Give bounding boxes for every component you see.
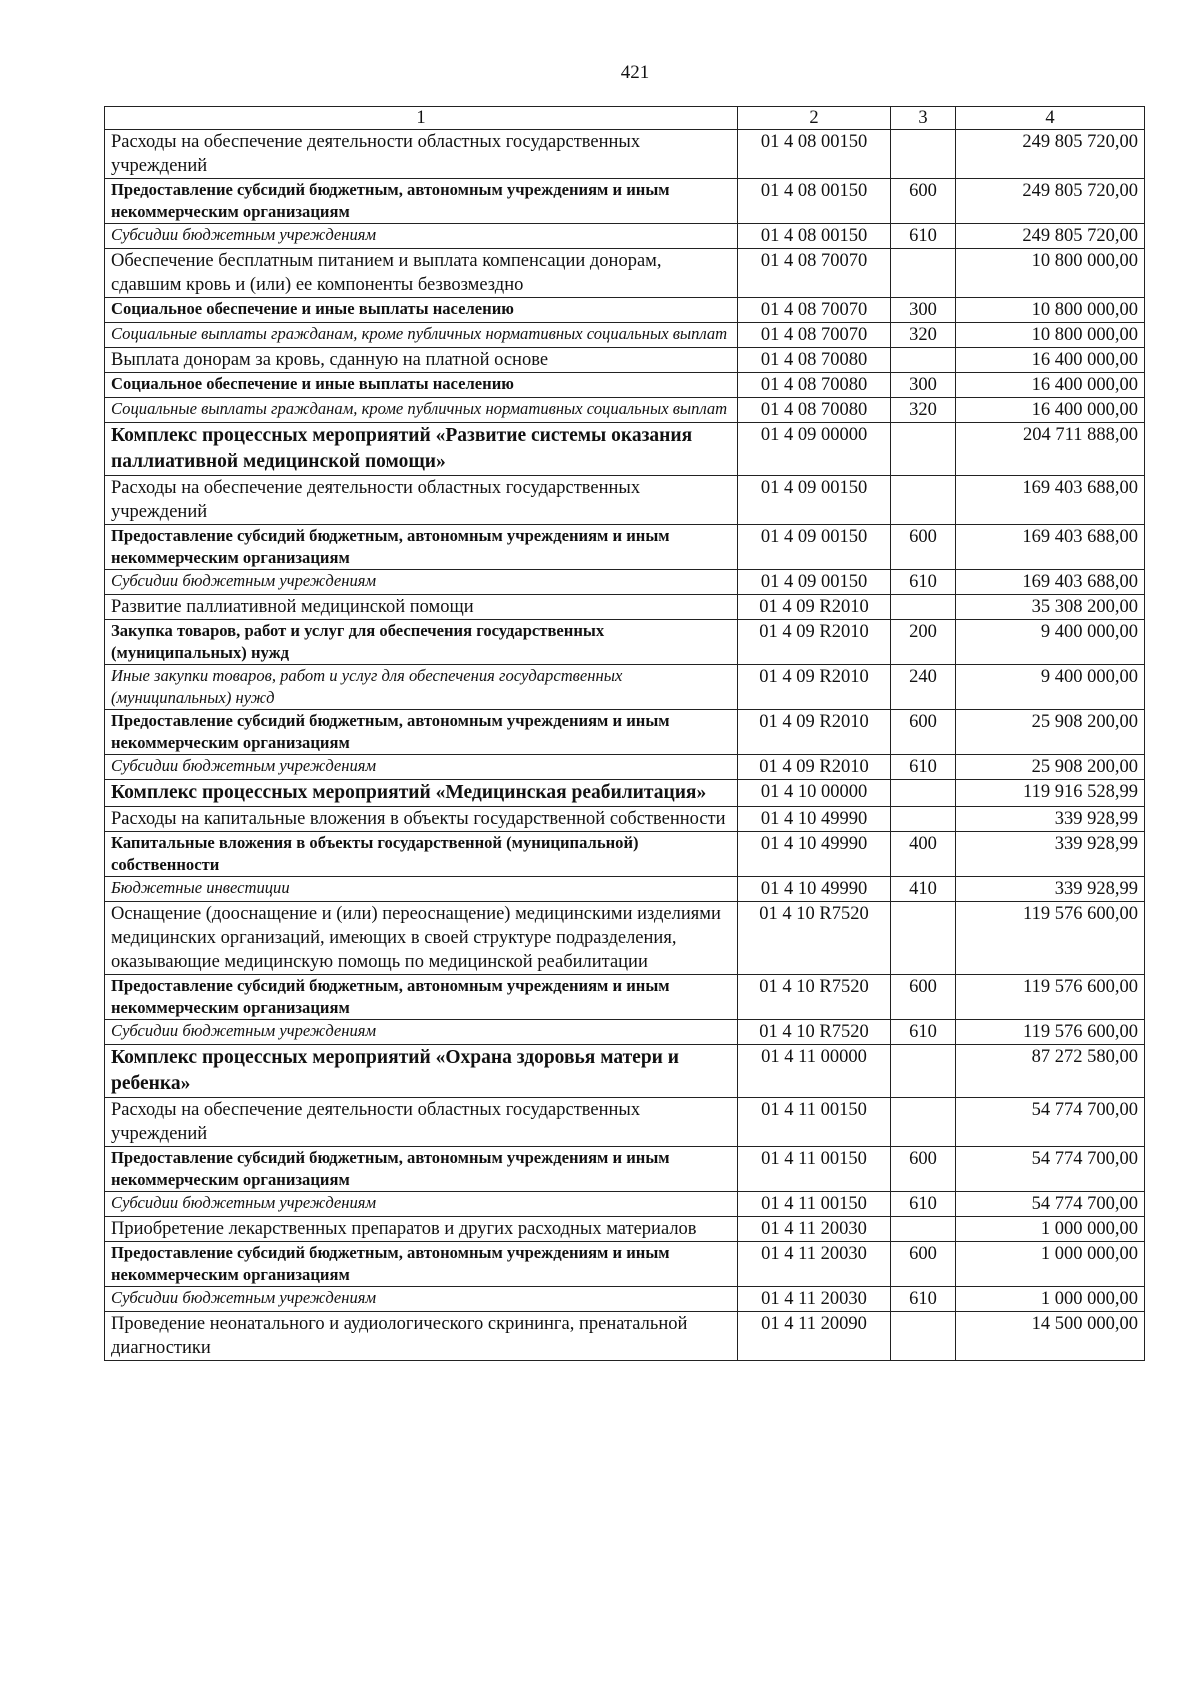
row-name-cell: Капитальные вложения в объекты государственной (муниципальной) собственности: [105, 832, 738, 877]
table-row: [105, 620, 1145, 665]
row-code-cell: 01 4 08 70070: [738, 298, 891, 323]
table-row: [105, 373, 1145, 398]
row-expense-type-cell: [891, 476, 956, 525]
row-code-cell: 01 4 09 00150: [738, 570, 891, 595]
row-amount-cell: 1 000 000,00: [956, 1217, 1145, 1242]
row-amount-cell: 35 308 200,00: [956, 595, 1145, 620]
row-expense-type-cell: 600: [891, 975, 956, 1020]
table-row: [105, 807, 1145, 832]
row-name-cell: Комплекс процессных мероприятий «Развитие системы оказания паллиативной медицинской помощи»: [105, 423, 738, 476]
row-amount-cell: 119 576 600,00: [956, 902, 1145, 975]
row-amount-cell: 9 400 000,00: [956, 620, 1145, 665]
row-name-cell: Расходы на обеспечение деятельности областных государственных учреждений: [105, 1098, 738, 1147]
row-expense-type-cell: 410: [891, 877, 956, 902]
row-code-cell: 01 4 10 R7520: [738, 1020, 891, 1045]
row-expense-type-cell: 200: [891, 620, 956, 665]
row-code-cell: 01 4 08 70070: [738, 249, 891, 298]
row-name-cell: Обеспечение бесплатным питанием и выплата компенсации донорам, сдавшим кровь и (или) ее компоненты безвозмездно: [105, 249, 738, 298]
row-code-cell: 01 4 08 70080: [738, 373, 891, 398]
table-row: [105, 755, 1145, 780]
row-code-cell: 01 4 10 49990: [738, 807, 891, 832]
row-name-cell: Предоставление субсидий бюджетным, автономным учреждениям и иным некоммерческим организациям: [105, 975, 738, 1020]
row-name-cell: Выплата донорам за кровь, сданную на платной основе: [105, 348, 738, 373]
row-amount-cell: 1 000 000,00: [956, 1242, 1145, 1287]
row-name-cell: Развитие паллиативной медицинской помощи: [105, 595, 738, 620]
row-name-cell: Комплекс процессных мероприятий «Охрана здоровья матери и ребенка»: [105, 1045, 738, 1098]
row-name-cell: Субсидии бюджетным учреждениям: [105, 755, 738, 780]
table-row: [105, 1192, 1145, 1217]
row-amount-cell: 10 800 000,00: [956, 298, 1145, 323]
row-name-cell: Предоставление субсидий бюджетным, автономным учреждениям и иным некоммерческим организациям: [105, 525, 738, 570]
row-name-cell: Комплекс процессных мероприятий «Медицинская реабилитация»: [105, 780, 738, 807]
row-code-cell: 01 4 11 00150: [738, 1192, 891, 1217]
row-expense-type-cell: 600: [891, 525, 956, 570]
row-name-cell: Расходы на обеспечение деятельности областных государственных учреждений: [105, 476, 738, 525]
row-code-cell: 01 4 11 20030: [738, 1287, 891, 1312]
row-expense-type-cell: [891, 1312, 956, 1361]
row-amount-cell: 25 908 200,00: [956, 755, 1145, 780]
row-amount-cell: 119 576 600,00: [956, 975, 1145, 1020]
row-expense-type-cell: 600: [891, 179, 956, 224]
table-row: [105, 348, 1145, 373]
row-code-cell: 01 4 10 R7520: [738, 975, 891, 1020]
row-expense-type-cell: 240: [891, 665, 956, 710]
row-name-cell: Оснащение (дооснащение и (или) переоснащение) медицинскими изделиями медицинских организаций, имеющих в своей структуре подразделения, оказывающие медицинскую помощь по медицинской реабилитации: [105, 902, 738, 975]
row-name-cell: Расходы на капитальные вложения в объекты государственной собственности: [105, 807, 738, 832]
row-amount-cell: 249 805 720,00: [956, 179, 1145, 224]
row-code-cell: 01 4 09 R2010: [738, 595, 891, 620]
table-row: [105, 130, 1145, 179]
header-col-3: 3: [891, 107, 956, 130]
row-amount-cell: 10 800 000,00: [956, 249, 1145, 298]
row-amount-cell: 54 774 700,00: [956, 1192, 1145, 1217]
table-row: [105, 1045, 1145, 1098]
row-expense-type-cell: [891, 902, 956, 975]
table-row: [105, 595, 1145, 620]
row-expense-type-cell: 600: [891, 710, 956, 755]
table-row: [105, 249, 1145, 298]
row-name-cell: Закупка товаров, работ и услуг для обеспечения государственных (муниципальных) нужд: [105, 620, 738, 665]
row-expense-type-cell: [891, 1045, 956, 1098]
table-row: [105, 780, 1145, 807]
row-expense-type-cell: [891, 780, 956, 807]
row-amount-cell: 14 500 000,00: [956, 1312, 1145, 1361]
row-code-cell: 01 4 09 R2010: [738, 755, 891, 780]
row-name-cell: Предоставление субсидий бюджетным, автономным учреждениям и иным некоммерческим организациям: [105, 1147, 738, 1192]
row-amount-cell: 204 711 888,00: [956, 423, 1145, 476]
row-code-cell: 01 4 09 R2010: [738, 620, 891, 665]
table-row: [105, 1312, 1145, 1361]
row-expense-type-cell: [891, 1217, 956, 1242]
table-row: [105, 298, 1145, 323]
row-name-cell: Субсидии бюджетным учреждениям: [105, 1192, 738, 1217]
row-code-cell: 01 4 08 00150: [738, 179, 891, 224]
row-expense-type-cell: 300: [891, 298, 956, 323]
row-amount-cell: 1 000 000,00: [956, 1287, 1145, 1312]
table-row: [105, 398, 1145, 423]
table-row: [105, 1242, 1145, 1287]
row-code-cell: 01 4 08 70080: [738, 398, 891, 423]
row-expense-type-cell: 600: [891, 1147, 956, 1192]
table-row: [105, 570, 1145, 595]
table-row: [105, 1020, 1145, 1045]
table-header-row: [105, 107, 1145, 130]
row-name-cell: Субсидии бюджетным учреждениям: [105, 224, 738, 249]
header-col-1: 1: [105, 107, 738, 130]
row-name-cell: Бюджетные инвестиции: [105, 877, 738, 902]
page-number: 421: [620, 62, 650, 83]
row-amount-cell: 119 576 600,00: [956, 1020, 1145, 1045]
row-code-cell: 01 4 08 00150: [738, 224, 891, 249]
table-row: [105, 832, 1145, 877]
row-amount-cell: 339 928,99: [956, 807, 1145, 832]
row-amount-cell: 16 400 000,00: [956, 373, 1145, 398]
table-body: [105, 130, 1145, 1361]
row-expense-type-cell: 320: [891, 398, 956, 423]
row-expense-type-cell: [891, 807, 956, 832]
row-expense-type-cell: [891, 348, 956, 373]
table-row: [105, 1217, 1145, 1242]
row-amount-cell: 169 403 688,00: [956, 570, 1145, 595]
row-code-cell: 01 4 11 20030: [738, 1217, 891, 1242]
row-code-cell: 01 4 11 00150: [738, 1098, 891, 1147]
row-expense-type-cell: [891, 249, 956, 298]
row-expense-type-cell: 610: [891, 1287, 956, 1312]
row-amount-cell: 54 774 700,00: [956, 1098, 1145, 1147]
table-row: [105, 710, 1145, 755]
row-code-cell: 01 4 09 00150: [738, 525, 891, 570]
row-amount-cell: 249 805 720,00: [956, 224, 1145, 249]
row-amount-cell: 169 403 688,00: [956, 525, 1145, 570]
row-name-cell: Субсидии бюджетным учреждениям: [105, 1020, 738, 1045]
row-expense-type-cell: 320: [891, 323, 956, 348]
row-name-cell: Социальные выплаты гражданам, кроме публичных нормативных социальных выплат: [105, 398, 738, 423]
table-row: [105, 1098, 1145, 1147]
row-name-cell: Расходы на обеспечение деятельности областных государственных учреждений: [105, 130, 738, 179]
row-code-cell: 01 4 09 00150: [738, 476, 891, 525]
row-expense-type-cell: 610: [891, 1020, 956, 1045]
table-row: [105, 525, 1145, 570]
row-name-cell: Социальные выплаты гражданам, кроме публичных нормативных социальных выплат: [105, 323, 738, 348]
row-name-cell: Предоставление субсидий бюджетным, автономным учреждениям и иным некоммерческим организациям: [105, 179, 738, 224]
row-name-cell: Социальное обеспечение и иные выплаты населению: [105, 373, 738, 398]
row-name-cell: Субсидии бюджетным учреждениям: [105, 570, 738, 595]
row-code-cell: 01 4 08 70070: [738, 323, 891, 348]
table-row: [105, 1287, 1145, 1312]
row-code-cell: 01 4 08 70080: [738, 348, 891, 373]
row-code-cell: 01 4 10 49990: [738, 877, 891, 902]
row-amount-cell: 339 928,99: [956, 877, 1145, 902]
table-row: [105, 179, 1145, 224]
row-code-cell: 01 4 11 20090: [738, 1312, 891, 1361]
row-amount-cell: 87 272 580,00: [956, 1045, 1145, 1098]
row-amount-cell: 119 916 528,99: [956, 780, 1145, 807]
row-expense-type-cell: 610: [891, 755, 956, 780]
row-name-cell: Предоставление субсидий бюджетным, автономным учреждениям и иным некоммерческим организациям: [105, 1242, 738, 1287]
row-code-cell: 01 4 11 00150: [738, 1147, 891, 1192]
table-row: [105, 323, 1145, 348]
table-row: [105, 975, 1145, 1020]
table-row: [105, 877, 1145, 902]
row-expense-type-cell: 610: [891, 224, 956, 249]
row-expense-type-cell: [891, 1098, 956, 1147]
table-row: [105, 665, 1145, 710]
table-row: [105, 476, 1145, 525]
row-code-cell: 01 4 08 00150: [738, 130, 891, 179]
row-expense-type-cell: [891, 423, 956, 476]
table-row: [105, 224, 1145, 249]
row-code-cell: 01 4 09 R2010: [738, 665, 891, 710]
header-col-2: 2: [738, 107, 891, 130]
row-code-cell: 01 4 09 R2010: [738, 710, 891, 755]
row-amount-cell: 169 403 688,00: [956, 476, 1145, 525]
row-amount-cell: 54 774 700,00: [956, 1147, 1145, 1192]
row-amount-cell: 249 805 720,00: [956, 130, 1145, 179]
row-name-cell: Социальное обеспечение и иные выплаты населению: [105, 298, 738, 323]
row-name-cell: Приобретение лекарственных препаратов и других расходных материалов: [105, 1217, 738, 1242]
row-amount-cell: 9 400 000,00: [956, 665, 1145, 710]
row-expense-type-cell: 610: [891, 1192, 956, 1217]
row-code-cell: 01 4 11 20030: [738, 1242, 891, 1287]
row-name-cell: Иные закупки товаров, работ и услуг для обеспечения государственных (муниципальных) нужд: [105, 665, 738, 710]
row-expense-type-cell: 610: [891, 570, 956, 595]
row-name-cell: Предоставление субсидий бюджетным, автономным учреждениям и иным некоммерческим организациям: [105, 710, 738, 755]
row-code-cell: 01 4 11 00000: [738, 1045, 891, 1098]
row-expense-type-cell: 400: [891, 832, 956, 877]
row-name-cell: Проведение неонатального и аудиологического скрининга, пренатальной диагностики: [105, 1312, 738, 1361]
row-amount-cell: 339 928,99: [956, 832, 1145, 877]
row-code-cell: 01 4 10 00000: [738, 780, 891, 807]
header-col-4: 4: [956, 107, 1145, 130]
row-amount-cell: 16 400 000,00: [956, 398, 1145, 423]
table-row: [105, 1147, 1145, 1192]
row-code-cell: 01 4 10 R7520: [738, 902, 891, 975]
row-name-cell: Субсидии бюджетным учреждениям: [105, 1287, 738, 1312]
row-expense-type-cell: [891, 595, 956, 620]
row-expense-type-cell: 300: [891, 373, 956, 398]
table-row: [105, 423, 1145, 476]
table-row: [105, 902, 1145, 975]
budget-table: [104, 106, 1145, 1361]
row-expense-type-cell: 600: [891, 1242, 956, 1287]
row-amount-cell: 25 908 200,00: [956, 710, 1145, 755]
row-amount-cell: 10 800 000,00: [956, 323, 1145, 348]
row-amount-cell: 16 400 000,00: [956, 348, 1145, 373]
row-expense-type-cell: [891, 130, 956, 179]
row-code-cell: 01 4 10 49990: [738, 832, 891, 877]
row-code-cell: 01 4 09 00000: [738, 423, 891, 476]
